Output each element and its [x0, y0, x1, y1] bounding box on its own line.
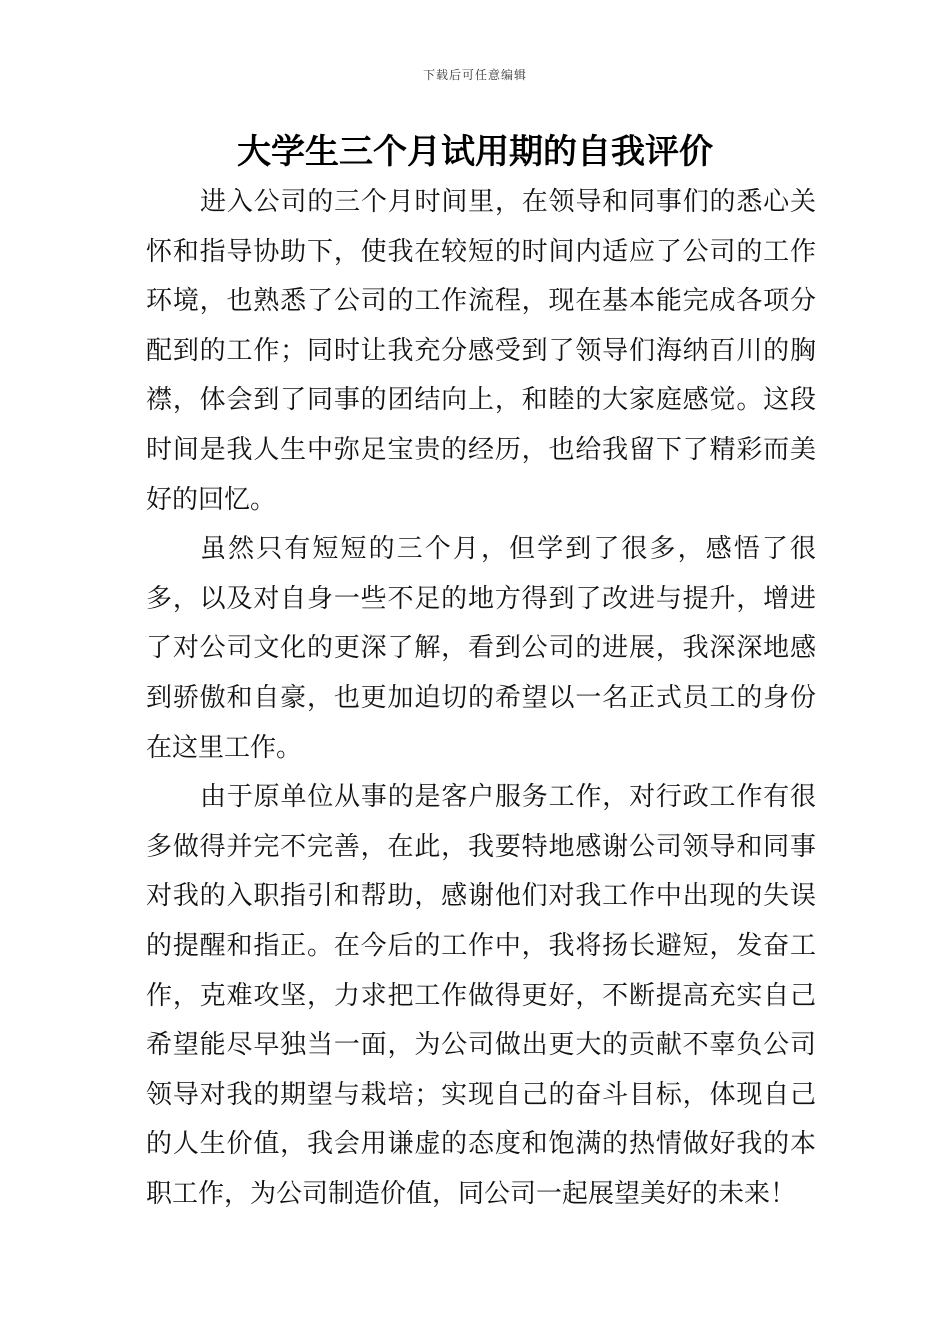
paragraph-3: 由于原单位从事的是客户服务工作，对行政工作有很多做得并完不完善，在此，我要特地感谢公司领导和同事对我的入职指引和帮助，感谢他们对我工作中出现的失误的提醒和指正。在今后的工作中，我将扬长避短，发奋工作，克难攻坚，力求把工作做得更好，不断提高充实自己希望能尽早独当一面，为公司做出更大的贡献不辜负公司领导对我的期望与栽培；实现自己的奋斗目标，体现自己的人生价值，我会用谦虚的态度和饱满的热情做好我的本职工作，为公司制造价值，同公司一起展望美好的未来！ — [146, 782, 816, 1209]
paragraph-1: 进入公司的三个月时间里，在领导和同事们的悉心关怀和指导协助下，使我在较短的时间内适应了公司的工作环境，也熟悉了公司的工作流程，现在基本能完成各项分配到的工作；同时让我充分感受到了领导们海纳百川的胸襟，体会到了同事的团结向上，和睦的大家庭感觉。这段时间是我人生中弥足宝贵的经历，也给我留下了精彩而美好的回忆。 — [146, 187, 816, 515]
paragraph-2: 虽然只有短短的三个月，但学到了很多，感悟了很多，以及对自身一些不足的地方得到了改进与提升，增进了对公司文化的更深了解，看到公司的进展，我深深地感到骄傲和自豪，也更加迫切的希望以一名正式员工的身份在这里工作。 — [146, 534, 816, 763]
document-body — [146, 178, 816, 1219]
header-note: 下载后可任意编辑 — [422, 68, 527, 82]
document-title: 大学生三个月试用期的自我评价 — [237, 132, 713, 172]
